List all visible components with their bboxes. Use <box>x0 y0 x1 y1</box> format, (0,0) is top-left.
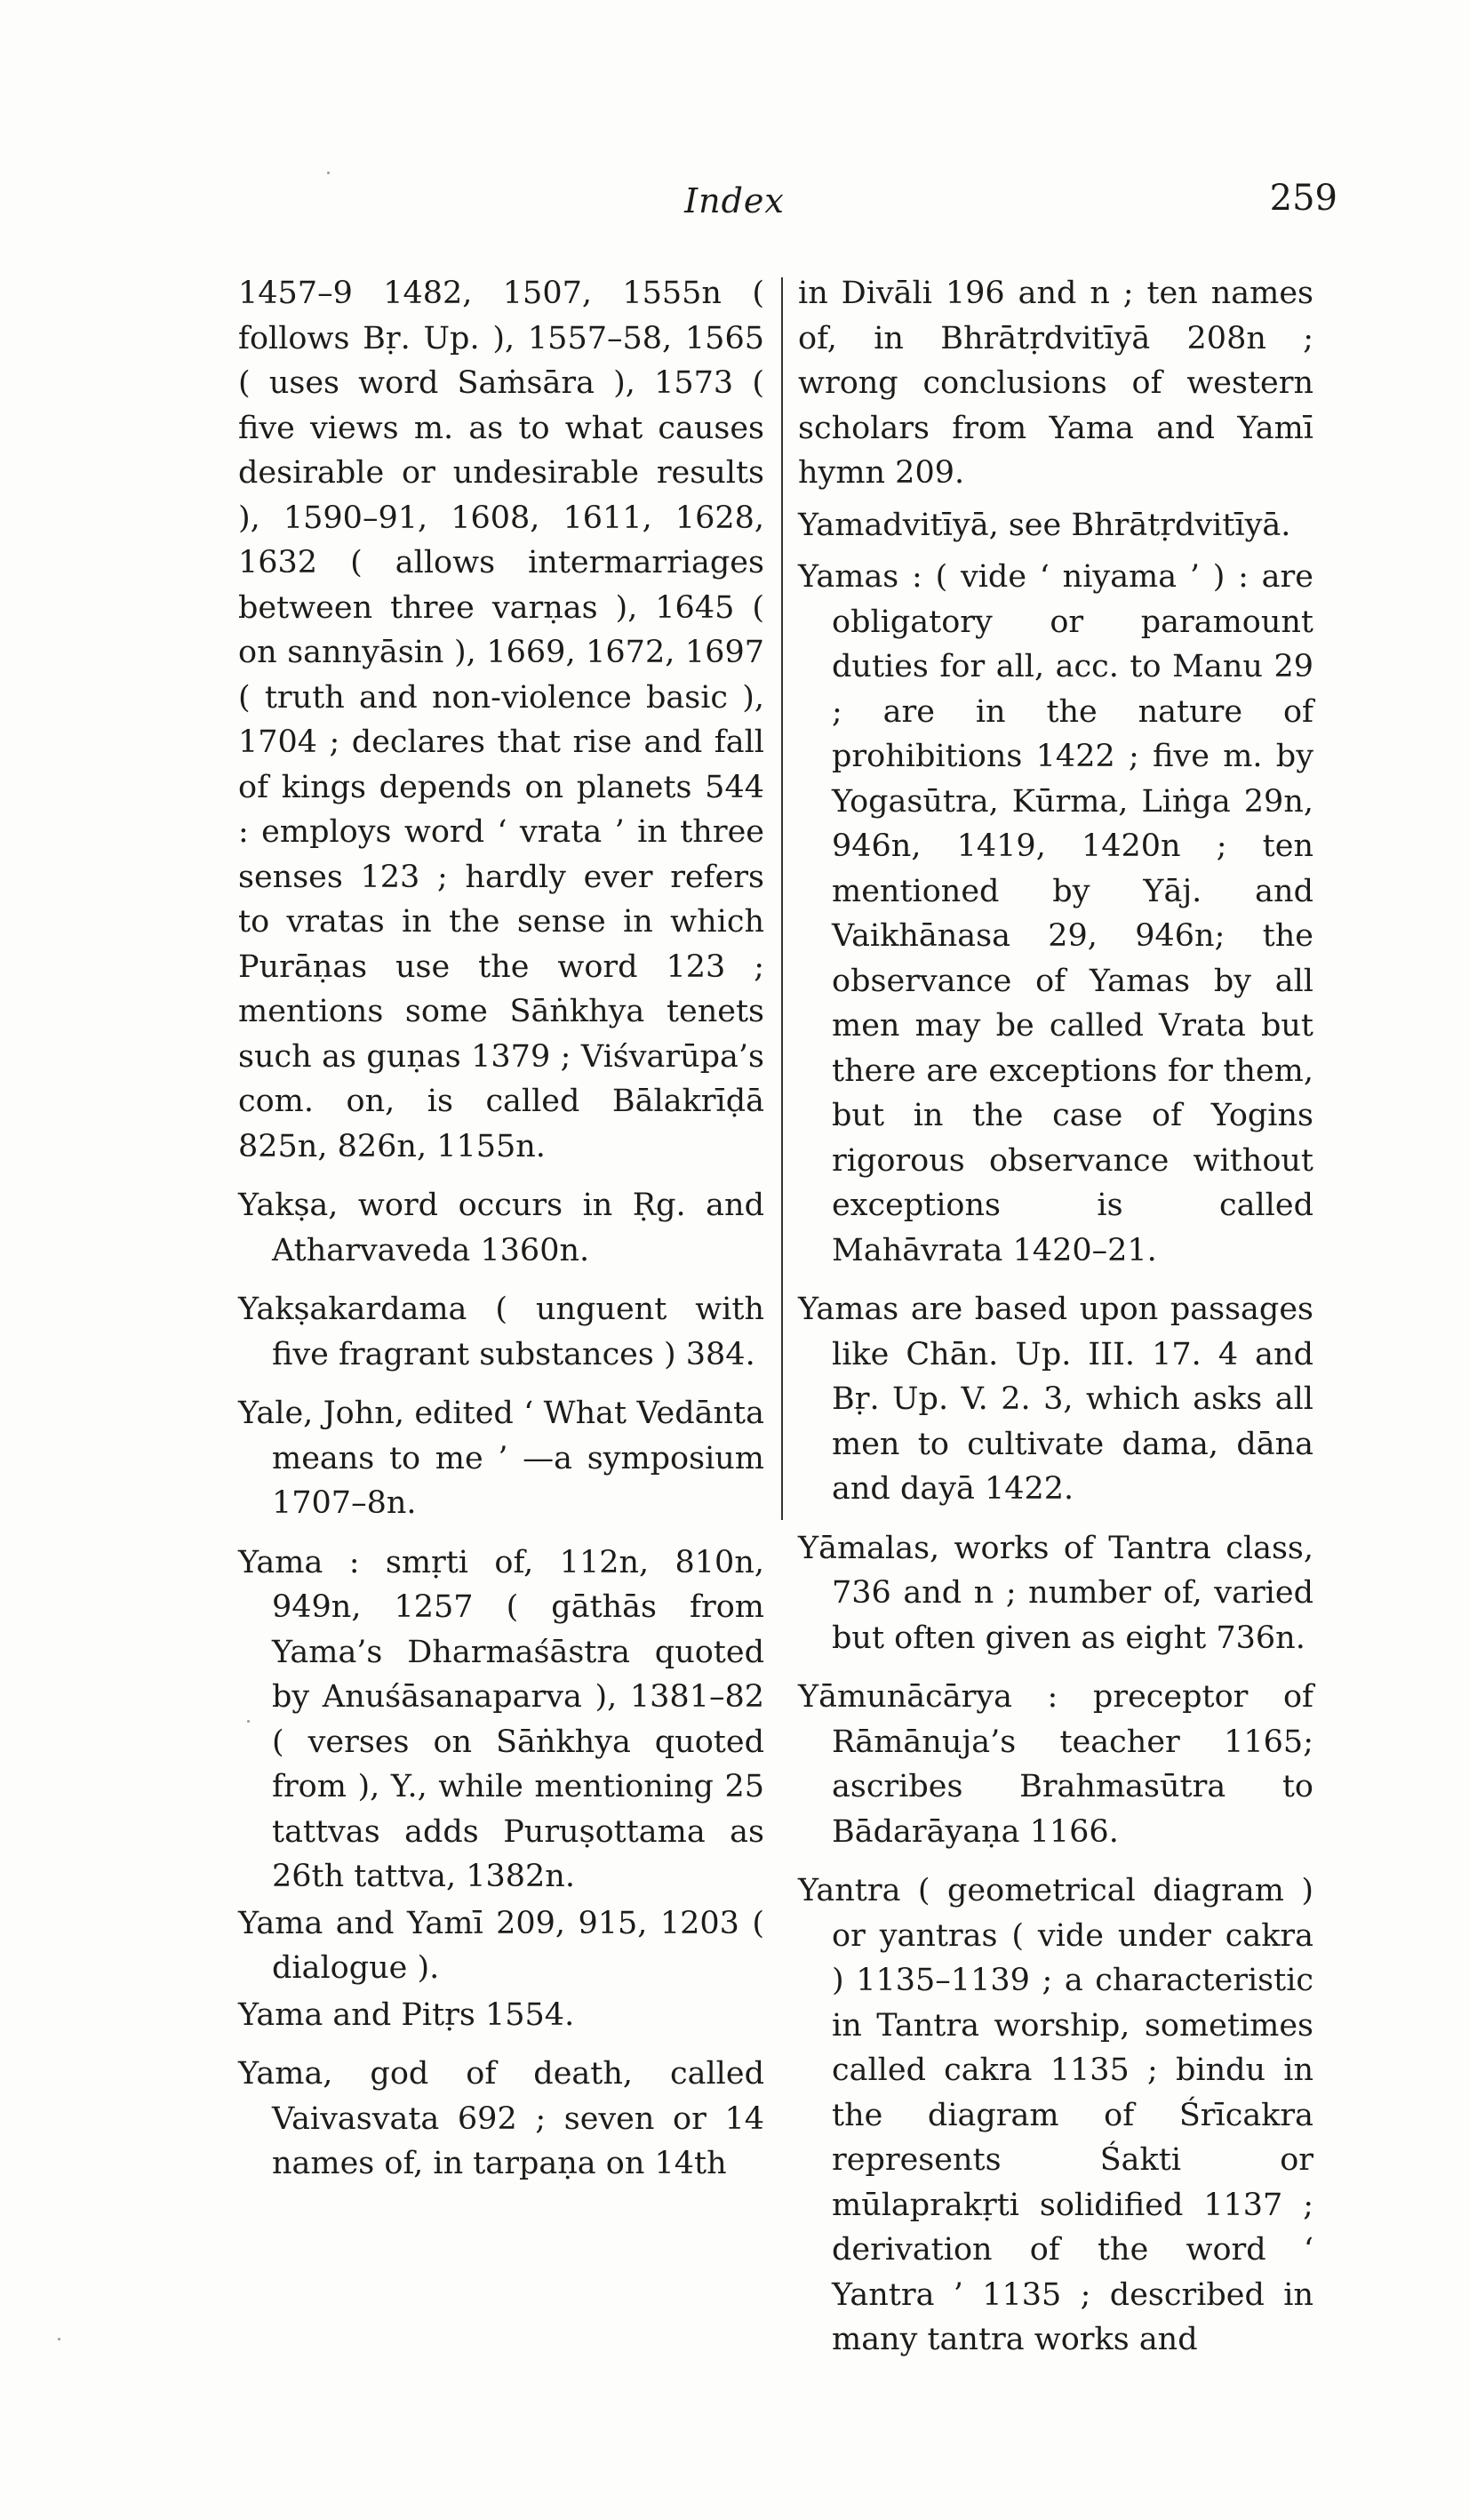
index-entry-yamas: Yamas : ( vide ‘ niyama ’ ) : are obligatory or paramount duties for all, acc. to Manu 29 ; are in the nature of prohibitions 1422 ; five m. by Yogasūtra, Kūrma, Liṅga 29n, 946n, 1419, 1420n ; ten mentioned by Yāj. and Vaikhānasa 29, 946n; the observance of Yamas by all men may be called Vrata but there are exceptions for them, but in the case of Yogins rigorous observance without exceptions is called Mahāvrata 1420–21. <box>798 559 1313 1268</box>
column-divider <box>781 277 783 1520</box>
index-entry-yamalas: Yāmalas, works of Tantra class, 736 and n ; number of, varied but often given as eight 736n. <box>798 1530 1313 1656</box>
page-title: Index <box>684 181 785 220</box>
index-entry-yantra: Yantra ( geometrical diagram ) or yantras ( vide under cakra ) 1135–1139 ; a characteristic in Tantra worship, sometimes called cakra 1135 ; bindu in the diagram of Śrīcakra represents Śakti or mūlaprakṛti solidified 1137 ; derivation of the word ‘ Yantra ’ 1135 ; described in many tantra works and <box>798 1873 1313 2357</box>
page-number: 259 <box>1269 178 1337 219</box>
index-entry-yama-smrti: Yama : smṛti of, 112n, 810n, 949n, 1257 ( gāthās from Yama’s Dharmaśāstra quoted by Anuśāsanaparva ), 1381–82 ( verses on Sāṅkhya quoted from ), Y., while mentioning 25 tattvas adds Puruṣottama as 26th tattva, 1382n. <box>238 1544 764 1894</box>
paper-speck <box>327 172 330 174</box>
index-entry-yale-john: Yale, John, edited ‘ What Vedānta means to me ’ —a symposium 1707–8n. <box>238 1396 764 1521</box>
index-entry-yama-god-of-death: Yama, god of death, called Vaivasvata 692 ; seven or 14 names of, in tarpaṇa on 14th <box>238 2056 764 2181</box>
index-entry-yaksa: Yakṣa, word occurs in Ṛg. and Atharvaveda 1360n. <box>238 1188 764 1268</box>
left-column <box>238 271 764 2201</box>
right-column <box>798 271 1313 2377</box>
paper-speck <box>58 2338 60 2340</box>
index-entry-yama-continued: in Divāli 196 and n ; ten names of, in Bhrātṛdvitīyā 208n ; wrong conclusions of western scholars from Yama and Yamī hymn 209. <box>798 276 1313 491</box>
index-entry-yama-and-pitrs: Yama and Pitṛs 1554. <box>238 1996 575 2033</box>
index-entry-yaksakardama: Yakṣakardama ( unguent with five fragrant substances ) 384. <box>238 1292 764 1372</box>
index-entry-yamadvitiya: Yamadvitīyā, see Bhrātṛdvitīyā. <box>798 507 1291 543</box>
index-entry-yama-and-yami: Yama and Yamī 209, 915, 1203 ( dialogue ). <box>238 1905 764 1986</box>
paper-speck <box>247 1720 250 1723</box>
running-head <box>0 178 1469 231</box>
index-entry-yajnavalkya-continued: 1457–9 1482, 1507, 1555n ( follows Bṛ. Up. ), 1557–58, 1565 ( uses word Saṁsāra ), 1573 ( five views m. as to what causes desirable or undesirable results ), 1590–91, 1608, 1611, 1628, 1632 ( allows intermarriages between three varṇas ), 1645 ( on sannyāsin ), 1669, 1672, 1697 ( truth and non-violence basic ), 1704 ; declares that rise and fall of kings depends on planets 544 : employs word ‘ vrata ’ in three senses 123 ; hardly ever refers to vratas in the sense in which Purāṇas use the word 123 ; mentions some Sāṅkhya tenets such as guṇas 1379 ; Viśvarūpa’s com. on, is called Bālakrīḍā 825n, 826n, 1155n. <box>238 276 764 1164</box>
index-entry-yamas-based: Yamas are based upon passages like Chān. Up. III. 17. 4 and Bṛ. Up. V. 2. 3, which asks all men to cultivate dama, dāna and dayā 1422. <box>798 1292 1313 1507</box>
index-entry-yamunacarya: Yāmunācārya : preceptor of Rāmānuja’s teacher 1165; ascribes Brahmasūtra to Bādarāyaṇa 1166. <box>798 1679 1313 1850</box>
